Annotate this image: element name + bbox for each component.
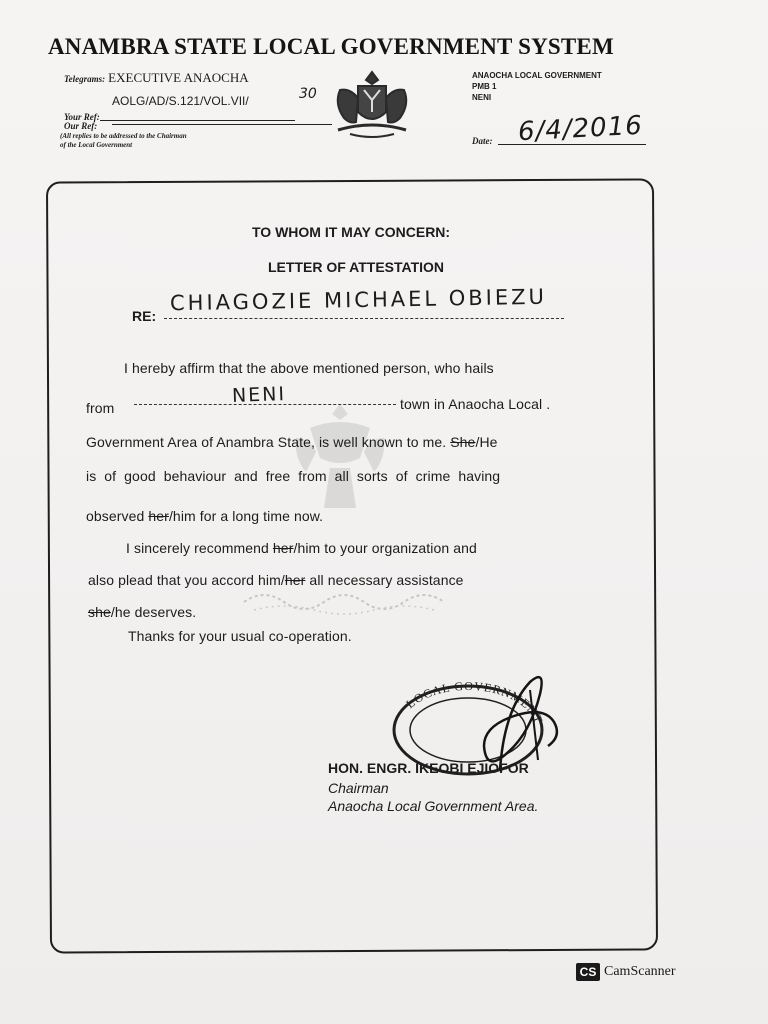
re-label: RE: — [132, 308, 157, 324]
p2-line2-b: all necessary assistance — [305, 572, 464, 588]
town-handwritten: NENI — [231, 383, 287, 407]
p1-line3-b: /He — [475, 434, 498, 450]
p2-line3-strike: she — [88, 604, 111, 620]
seal-text: LOCAL GOVERNMENT — [403, 678, 546, 726]
p1-line5-strike: her — [148, 508, 169, 524]
telegrams-value: EXECUTIVE ANAOCHA — [108, 70, 249, 85]
ink-smudge — [240, 584, 470, 618]
p2-line1-strike: her — [272, 540, 294, 556]
p1-line5 — [86, 508, 323, 524]
p1-from: from — [86, 400, 115, 416]
your-ref-label: Your Ref: — [64, 112, 100, 122]
p1-line3-a: Government Area of Anambra State, is well known to me. — [86, 434, 451, 450]
address-line2: PMB 1 — [472, 82, 497, 91]
reply-note-line2: of the Local Government — [60, 141, 133, 149]
p1-line1: I hereby affirm that the above mentioned person, who hails — [124, 360, 494, 376]
p1-line5-a: observed — [86, 508, 149, 524]
date-label: Date: — [472, 136, 493, 146]
p1-line2-rest: town in Anaocha Local . — [400, 396, 551, 412]
letterhead-title: ANAMBRA STATE LOCAL GOVERNMENT SYSTEM — [48, 34, 614, 59]
re-name-handwritten: CHIAGOZIE MICHAEL OBIEZU — [169, 284, 548, 316]
p1-line5-b: /him for a long time now. — [168, 508, 324, 524]
p2-line1-a: I sincerely recommend — [126, 540, 273, 556]
p2-line1-b: /him to your organization and — [293, 540, 477, 556]
heading-attestation: LETTER OF ATTESTATION — [268, 259, 445, 275]
telegrams-label: Telegrams: — [64, 74, 106, 84]
p1-line4: is of good behaviour and free from all sorts of crime having — [86, 468, 501, 484]
your-ref-value: AOLG/AD/S.121/VOL.VII/ — [112, 94, 249, 108]
heading-to-whom: TO WHOM IT MAY CONCERN: — [252, 224, 451, 240]
letterhead-left-block — [64, 70, 324, 136]
your-ref-number: 30 — [299, 86, 317, 102]
p1-line3-strike: She — [450, 434, 476, 450]
reply-note-line1: (All replies to be addressed to the Chairman — [60, 132, 187, 140]
our-ref-label: Our Ref: — [64, 121, 98, 131]
signatory-title: Chairman — [328, 780, 389, 796]
p1-line3 — [86, 434, 498, 450]
date-row — [472, 110, 648, 148]
date-value: 6/4/2016 — [517, 110, 644, 148]
p2-line1 — [126, 540, 477, 556]
signatory-name: HON. ENGR. IKEOBI EJIOFOR — [328, 760, 529, 776]
re-underline — [164, 318, 564, 319]
our-ref-underline — [100, 120, 295, 121]
p2-line3 — [88, 604, 196, 620]
p2-line2-a: also plead that you accord him/ — [88, 572, 285, 588]
camscanner-badge — [576, 962, 676, 982]
signatory-org: Anaocha Local Government Area. — [328, 798, 539, 814]
letterhead-address — [472, 70, 652, 103]
p2-line2-strike: her — [284, 572, 306, 588]
reply-note — [60, 132, 280, 150]
address-line1: ANAOCHA LOCAL GOVERNMENT — [472, 71, 602, 80]
address-line3: NENI — [472, 93, 492, 102]
p3-thanks: Thanks for your usual co-operation. — [128, 628, 352, 644]
coat-of-arms-icon — [328, 68, 416, 144]
camscanner-logo: CS — [576, 963, 600, 981]
telegrams-row — [64, 70, 324, 88]
camscanner-label: CamScanner — [604, 964, 676, 979]
p2-line3-b: /he deserves. — [110, 604, 197, 620]
